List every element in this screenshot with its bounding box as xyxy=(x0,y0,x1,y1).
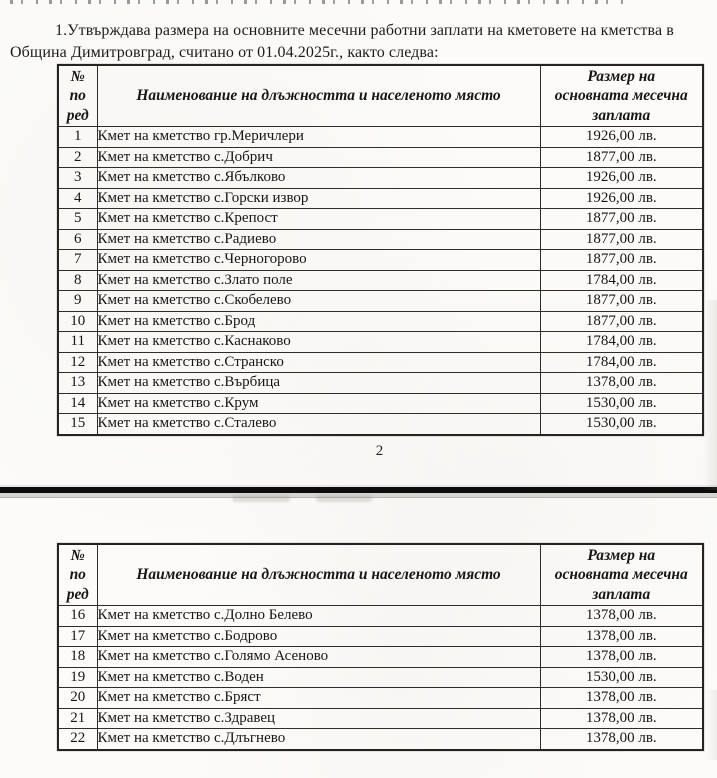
row-number-cell: 16 xyxy=(58,606,97,627)
row-number-cell: 13 xyxy=(58,373,97,394)
salary-table-page1-wrap xyxy=(57,64,703,436)
table-row xyxy=(58,229,703,250)
position-name-cell: Кмет на кметство с.Злато поле xyxy=(97,270,540,291)
position-name-cell: Кмет на кметство с.Черногорово xyxy=(97,250,540,271)
position-name-cell: Кмет на кметство с.Радиево xyxy=(97,229,540,250)
table-row xyxy=(58,729,703,750)
row-number-cell: 12 xyxy=(58,352,97,373)
table-row xyxy=(58,414,703,435)
row-number-cell: 20 xyxy=(58,688,97,709)
salary-cell: 1530,00 лв. xyxy=(540,393,703,414)
table-row xyxy=(58,688,703,709)
salary-cell: 1877,00 лв. xyxy=(540,311,703,332)
scan-edge-shading xyxy=(703,300,717,490)
row-number-cell: 11 xyxy=(58,332,97,353)
intro-paragraph: 1.Утвърждава размера на основните месечни работни заплати на кметовете на кметства в Община Димитровград, считано от 01.04.2025г., както следва: xyxy=(10,22,674,61)
salary-cell: 1877,00 лв. xyxy=(540,291,703,312)
position-name-cell: Кмет на кметство с.Долно Белево xyxy=(97,606,540,627)
col-header-salary: Размер на основната месечна заплата xyxy=(540,65,703,127)
row-number-cell: 15 xyxy=(58,414,97,435)
table-row xyxy=(58,647,703,668)
position-name-cell: Кмет на кметство с.Бряст xyxy=(97,688,540,709)
row-number-cell: 1 xyxy=(58,127,97,148)
position-name-cell: Кмет на кметство с.Здравец xyxy=(97,708,540,729)
col-header-number: № по ред xyxy=(58,544,97,606)
table-header-row xyxy=(58,65,703,127)
table-row xyxy=(58,332,703,353)
salary-cell: 1784,00 лв. xyxy=(540,270,703,291)
row-number-cell: 9 xyxy=(58,291,97,312)
col-header-position: Наименование на длъжността и населеното място xyxy=(97,544,540,606)
salary-table-2 xyxy=(57,543,704,751)
table-row xyxy=(58,270,703,291)
row-number-cell: 3 xyxy=(58,168,97,189)
position-name-cell: Кмет на кметство с.Крепост xyxy=(97,209,540,230)
row-number-cell: 4 xyxy=(58,188,97,209)
position-name-cell: Кмет на кметство с.Ябълково xyxy=(97,168,540,189)
salary-cell: 1926,00 лв. xyxy=(540,168,703,189)
salary-cell: 1877,00 лв. xyxy=(540,250,703,271)
position-name-cell: Кмет на кметство с.Каснаково xyxy=(97,332,540,353)
salary-cell: 1378,00 лв. xyxy=(540,647,703,668)
table-row xyxy=(58,352,703,373)
row-number-cell: 22 xyxy=(58,729,97,750)
position-name-cell: Кмет на кметство с.Странско xyxy=(97,352,540,373)
table-row xyxy=(58,311,703,332)
table-row xyxy=(58,209,703,230)
table-row xyxy=(58,667,703,688)
salary-cell: 1530,00 лв. xyxy=(540,667,703,688)
position-name-cell: Кмет на кметство с.Воден xyxy=(97,667,540,688)
salary-cell: 1378,00 лв. xyxy=(540,688,703,709)
table-row xyxy=(58,250,703,271)
row-number-cell: 10 xyxy=(58,311,97,332)
table-row xyxy=(58,626,703,647)
position-name-cell: Кмет на кметство с.Скобелево xyxy=(97,291,540,312)
row-number-cell: 2 xyxy=(58,147,97,168)
scan-smudge xyxy=(232,495,290,502)
clipped-text-fragment xyxy=(10,0,630,4)
position-name-cell: Кмет на кметство с.Добрич xyxy=(97,147,540,168)
salary-table-page2-wrap xyxy=(57,543,703,751)
salary-cell: 1530,00 лв. xyxy=(540,414,703,435)
row-number-cell: 14 xyxy=(58,393,97,414)
salary-cell: 1877,00 лв. xyxy=(540,147,703,168)
salary-cell: 1784,00 лв. xyxy=(540,332,703,353)
table-row xyxy=(58,147,703,168)
table-row xyxy=(58,606,703,627)
salary-cell: 1926,00 лв. xyxy=(540,127,703,148)
position-name-cell: Кмет на кметство с.Голямо Асеново xyxy=(97,647,540,668)
table-row xyxy=(58,393,703,414)
position-name-cell: Кмет на кметство с.Бодрово xyxy=(97,626,540,647)
table-header-row xyxy=(58,544,703,606)
table-row xyxy=(58,373,703,394)
position-name-cell: Кмет на кметство с.Длъгнево xyxy=(97,729,540,750)
scan-smudge xyxy=(316,495,372,502)
salary-cell: 1378,00 лв. xyxy=(540,729,703,750)
table-row xyxy=(58,708,703,729)
salary-cell: 1784,00 лв. xyxy=(540,352,703,373)
col-header-position: Наименование на длъжността и населеното място xyxy=(97,65,540,127)
row-number-cell: 6 xyxy=(58,229,97,250)
col-header-number: № по ред xyxy=(58,65,97,127)
salary-cell: 1378,00 лв. xyxy=(540,373,703,394)
salary-cell: 1926,00 лв. xyxy=(540,188,703,209)
position-name-cell: Кмет на кметство с.Горски извор xyxy=(97,188,540,209)
table-row xyxy=(58,127,703,148)
row-number-cell: 18 xyxy=(58,647,97,668)
row-number-cell: 21 xyxy=(58,708,97,729)
salary-cell: 1877,00 лв. xyxy=(540,209,703,230)
salary-cell: 1378,00 лв. xyxy=(540,626,703,647)
salary-cell: 1877,00 лв. xyxy=(540,229,703,250)
scan-edge-shading xyxy=(705,690,717,760)
row-number-cell: 17 xyxy=(58,626,97,647)
row-number-cell: 8 xyxy=(58,270,97,291)
salary-cell: 1378,00 лв. xyxy=(540,606,703,627)
position-name-cell: Кмет на кметство с.Сталево xyxy=(97,414,540,435)
table-row xyxy=(58,291,703,312)
position-name-cell: Кмет на кметство гр.Меричлери xyxy=(97,127,540,148)
salary-table-1 xyxy=(57,64,704,436)
row-number-cell: 19 xyxy=(58,667,97,688)
table-row xyxy=(58,168,703,189)
position-name-cell: Кмет на кметство с.Върбица xyxy=(97,373,540,394)
col-header-salary: Размер на основната месечна заплата xyxy=(540,544,703,606)
row-number-cell: 5 xyxy=(58,209,97,230)
salary-cell: 1378,00 лв. xyxy=(540,708,703,729)
row-number-cell: 7 xyxy=(58,250,97,271)
table-row xyxy=(58,188,703,209)
position-name-cell: Кмет на кметство с.Крум xyxy=(97,393,540,414)
position-name-cell: Кмет на кметство с.Брод xyxy=(97,311,540,332)
page-number: 2 xyxy=(375,443,384,459)
